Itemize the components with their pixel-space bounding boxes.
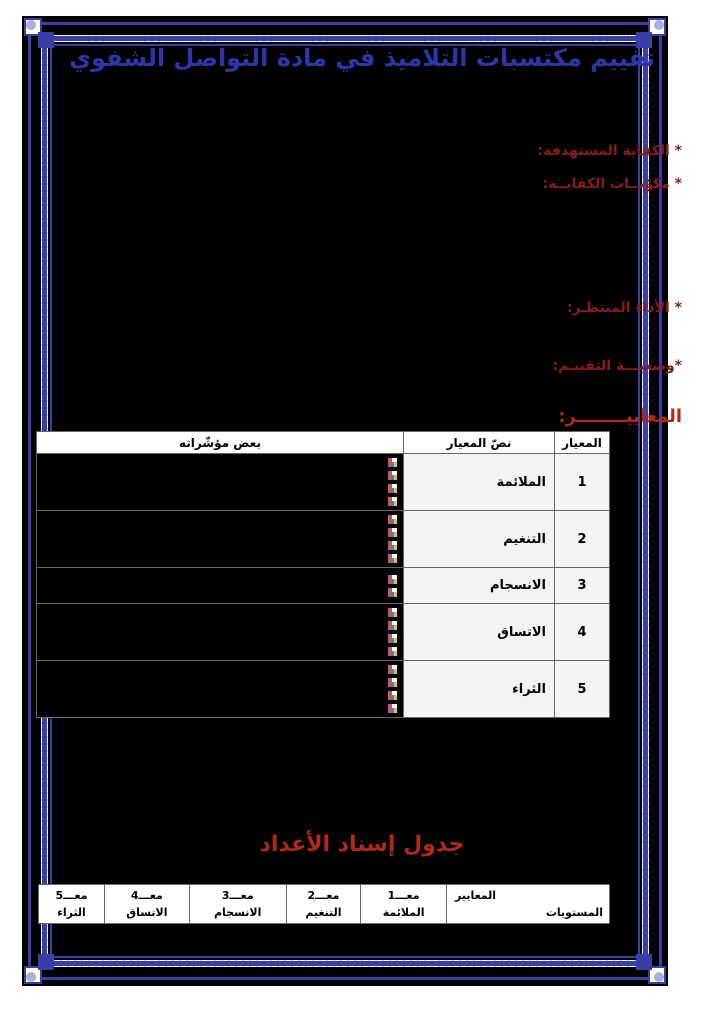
bullet-icon xyxy=(388,497,397,506)
header-criterion: المعيار xyxy=(555,432,610,454)
corner-ornament-icon xyxy=(24,18,54,48)
criterion-number: 5 xyxy=(555,661,610,718)
bullet-icon xyxy=(388,608,397,617)
table-row xyxy=(37,568,610,604)
criterion-number: 1 xyxy=(555,454,610,511)
corner-ornament-icon xyxy=(636,954,666,984)
bullet-icon xyxy=(388,484,397,493)
criterion-number: 4 xyxy=(555,604,610,661)
bullet-icon xyxy=(388,691,397,700)
column-code: معـــ4 xyxy=(130,889,163,902)
indicators-cell xyxy=(37,661,404,718)
column-name: الثراء xyxy=(57,906,86,919)
criteria-table xyxy=(36,431,610,718)
column-code: معـــ1 xyxy=(387,889,420,902)
grading-column xyxy=(189,885,286,924)
bullet-icon xyxy=(388,575,397,584)
header-indicators: بعض مؤشّراته xyxy=(37,432,404,454)
label-competence: * الكفاية المستهدفة: xyxy=(537,143,682,159)
bullet-icon xyxy=(388,528,397,537)
bullet-icon xyxy=(388,515,397,524)
table-row xyxy=(37,454,610,511)
criterion-text: الثراء xyxy=(404,661,555,718)
criterion-text: الاتساق xyxy=(404,604,555,661)
label-situation: *وضعيـــة التقييـم: xyxy=(552,358,682,374)
bullet-icon xyxy=(388,588,397,597)
table-row xyxy=(37,511,610,568)
table-row xyxy=(37,604,610,661)
criterion-number: 3 xyxy=(555,568,610,604)
bullet-icon xyxy=(388,634,397,643)
indicators-cell xyxy=(37,568,404,604)
bullet-icon xyxy=(388,554,397,563)
indicators-cell xyxy=(37,604,404,661)
criterion-text: التنغيم xyxy=(404,511,555,568)
bullet-icon xyxy=(388,541,397,550)
grading-column xyxy=(105,885,190,924)
bullet-icon xyxy=(388,704,397,713)
grading-column xyxy=(361,885,447,924)
grading-title: جدول إسناد الأعداد xyxy=(259,832,465,857)
criteria-table-header xyxy=(37,432,610,454)
grading-column xyxy=(39,885,105,924)
bullet-icon xyxy=(388,647,397,656)
bullet-icon xyxy=(388,678,397,687)
criterion-text: الملائمة xyxy=(404,454,555,511)
column-code: معـــ2 xyxy=(307,889,340,902)
header-criterion-text: نصّ المعيار xyxy=(404,432,555,454)
column-name: الاتساق xyxy=(126,906,168,919)
label-performance: * الأداء المنتظـر: xyxy=(566,300,682,316)
column-name: الانسجام xyxy=(213,906,262,919)
criteria-levels-cell xyxy=(447,885,610,924)
criteria-label: المعايير xyxy=(455,889,497,902)
page-title: تقييم مكتسبات التلاميذ في مادة التواصل الشفوي xyxy=(69,44,655,72)
bullet-icon xyxy=(388,471,397,480)
criteria-heading: المعاييــــــــر: xyxy=(558,406,682,427)
corner-ornament-icon xyxy=(24,954,54,984)
criterion-number: 2 xyxy=(555,511,610,568)
column-name: الملائمة xyxy=(382,906,425,919)
grading-column xyxy=(286,885,361,924)
grading-row xyxy=(39,885,610,924)
table-row xyxy=(37,661,610,718)
indicators-cell xyxy=(37,511,404,568)
bullet-icon xyxy=(388,458,397,467)
column-code: معـــ5 xyxy=(55,889,88,902)
grading-table xyxy=(38,884,610,924)
column-code: معـــ3 xyxy=(221,889,254,902)
bullet-icon xyxy=(388,621,397,630)
bullet-icon xyxy=(388,665,397,674)
levels-label: المستويات xyxy=(545,906,603,919)
column-name: التنغيم xyxy=(305,906,342,919)
criterion-text: الانسجام xyxy=(404,568,555,604)
label-components: * مكوّنــات الكفايــة: xyxy=(542,176,682,192)
indicators-cell xyxy=(37,454,404,511)
